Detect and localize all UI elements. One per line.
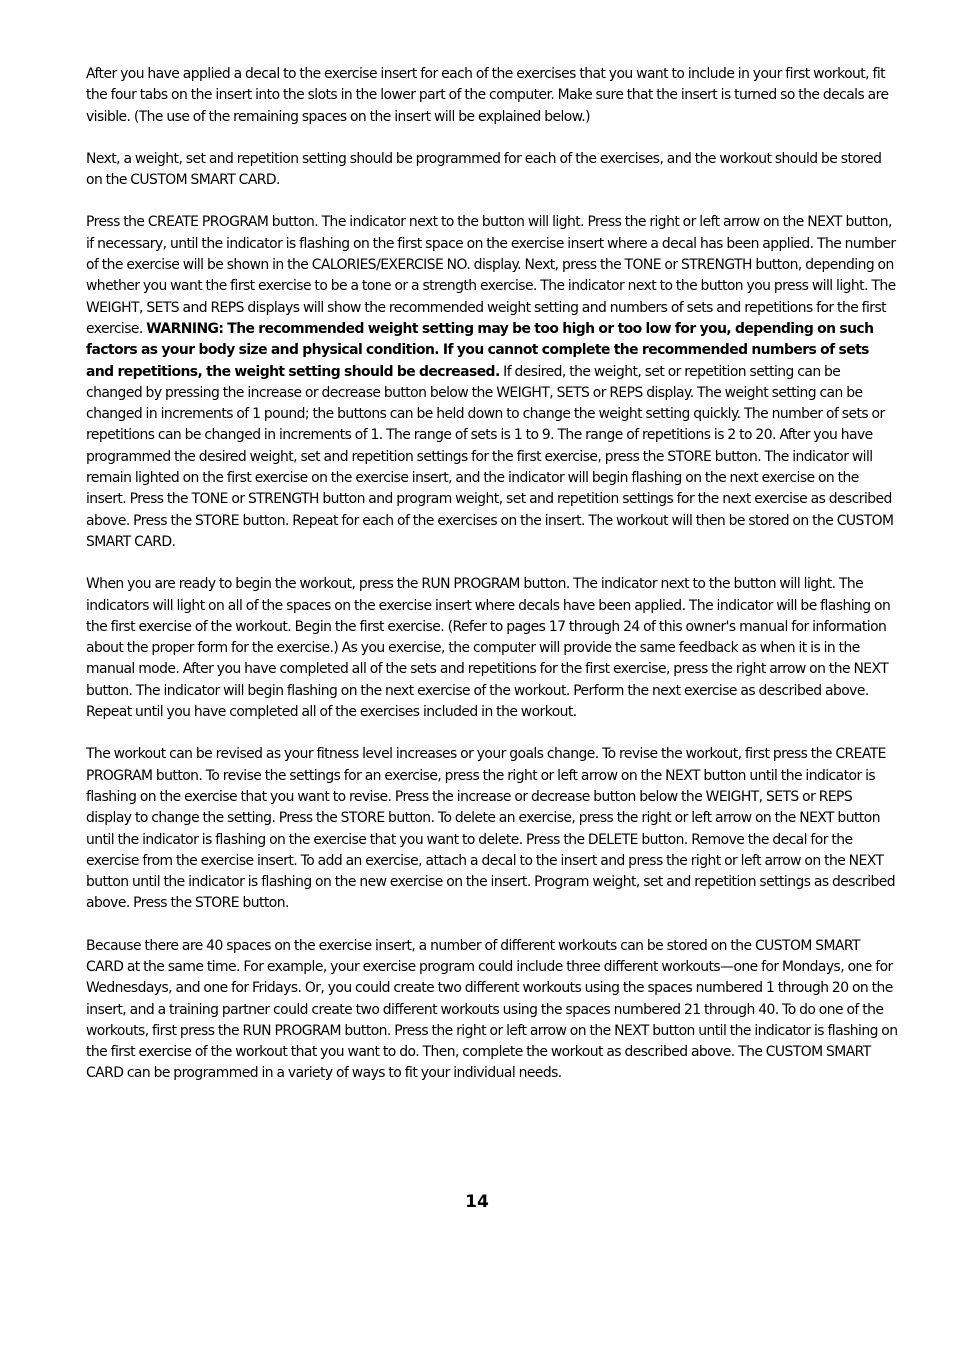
create-program-text-b: If desired, the weight, set or repetition setting can be changed by pressing the increase or decrease button below the WEIGHT, SETS or REPS display. The weight setting can be changed in increments of 1 pound; the buttons can be held down to change the weight setting quickly. The number of sets or repetitions can be changed in increments of 1. The range of sets is 1 to 9. The range of repetitions is 2 to 20. After you have programmed the desired weight, set and repetition settings for the first exercise, press the STORE button. The indicator will remain lighted on the first exercise on the exercise insert, and the indicator will begin flashing on the next exercise on the insert. Press the TONE or STRENGTH button and program weight, set and repetition settings for the next exercise as described above. Press the STORE button. Repeat for each of the exercises on the insert. The workout will then be stored on the CUSTOM SMART CARD. [86, 363, 894, 550]
paragraph-insert-decals: After you have applied a decal to the exercise insert for each of the exercises that you want to include in your first workout, fit the four tabs on the insert into the slots in the lower part of the computer. Make sure that the insert is turned so the decals are visible. (The use of the remaining spaces on the insert will be explained below.) [86, 66, 889, 125]
paragraph-create-program [86, 212, 898, 553]
create-program-text-a: Press the CREATE PROGRAM button. The indicator next to the button will light. Press the right or left arrow on the NEXT button, if necessary, until the indicator is flashing on the first space on the exercise insert where a decal has been applied. The number of the exercise will be shown in the CALORIES/EXERCISE NO. display. Next, press the TONE or STRENGTH button, depending on whether you want the first exercise to be a tone or a strength exercise. The indicator next to the button you press will light. The WEIGHT, SETS and REPS displays will show the recommended weight setting and numbers of sets and repetitions for the first exercise. [86, 214, 896, 337]
paragraph-revise-workout: The workout can be revised as your fitness level increases or your goals change. To revise the workout, first press the CREATE PROGRAM button. To revise the settings for an exercise, press the right or left arrow on the NEXT button until the indicator is flashing on the exercise that you want to revise. Press the increase or decrease button below the WEIGHT, SETS or REPS display to change the setting. Press the STORE button. To delete an exercise, press the right or left arrow on the NEXT button until the indicator is flashing on the exercise that you want to delete. Press the DELETE button. Remove the decal for the exercise from the exercise insert. To add an exercise, attach a decal to the insert and press the right or left arrow on the NEXT button until the indicator is flashing on the new exercise on the insert. Program weight, set and repetition settings as described above. Press the STORE button. [86, 746, 896, 912]
page-body [86, 64, 898, 1106]
paragraph-multiple-workouts: Because there are 40 spaces on the exercise insert, a number of different workouts can be stored on the CUSTOM SMART CARD at the same time. For example, your exercise program could include three different workouts—one for Mondays, one for Wednesdays, and one for Fridays. Or, you could create two different workouts using the spaces numbered 1 through 20 on the insert, and a training partner could create two different workouts using the spaces numbered 21 through 40. To do one of the workouts, first press the RUN PROGRAM button. Press the right or left arrow on the NEXT button until the indicator is flashing on the first exercise of the workout that you want to do. Then, complete the workout as described above. The CUSTOM SMART CARD can be programmed in a variety of ways to fit your individual needs. [86, 937, 898, 1082]
weight-warning: WARNING: The recommended weight setting may be too high or too low for you, depending on such factors as your body size and physical condition. If you cannot complete the recommended numbers of sets and repetitions, the weight setting should be decreased. [86, 320, 874, 380]
paragraph-run-program: When you are ready to begin the workout, press the RUN PROGRAM button. The indicator next to the button will light. The indicators will light on all of the spaces on the exercise insert where decals have been applied. The indicator will be flashing on the first exercise of the workout. Begin the first exercise. (Refer to pages 17 through 24 of this owner's manual for information about the proper form for the exercise.) As you exercise, the computer will provide the same feedback as when it is in the manual mode. After you have completed all of the sets and repetitions for the first exercise, press the right arrow on the NEXT button. The indicator will begin flashing on the next exercise of the workout. Perform the next exercise as described above. Repeat until you have completed all of the exercises included in the workout. [86, 576, 891, 721]
paragraph-program-overview: Next, a weight, set and repetition setting should be programmed for each of the exercises, and the workout should be stored on the CUSTOM SMART CARD. [86, 150, 882, 189]
page-number: 14 [465, 1192, 489, 1212]
